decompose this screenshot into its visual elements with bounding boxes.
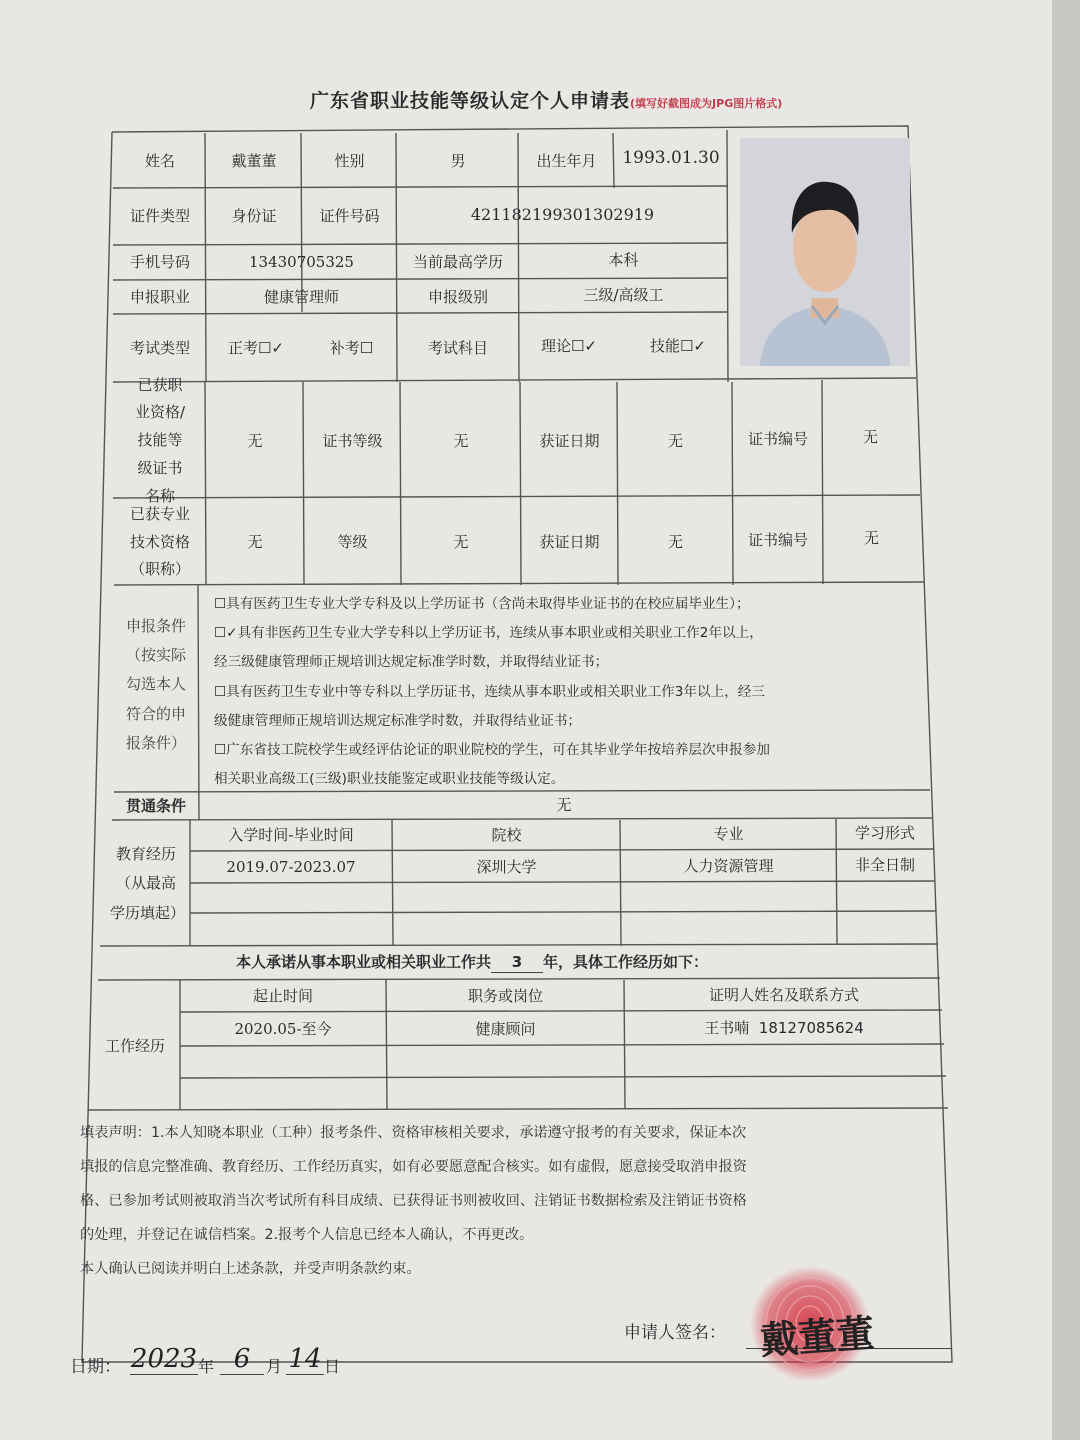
tech-date-value: 无 [667, 533, 683, 552]
tech-label: 已获专业技术资格（职称） [129, 504, 190, 579]
cert-no-label: 证书编号 [747, 429, 808, 448]
signature-label: 申请人签名： [624, 1323, 726, 1343]
condition-line: 经三级健康管理师正规培训达规定标准学时数，并取得结业证书； [214, 654, 609, 671]
edu-cell-mode: 非全日制 [854, 855, 915, 874]
edu-cell-major: 人力资源管理 [683, 856, 774, 875]
tech-no-label: 证书编号 [747, 531, 808, 550]
declaration-line: 本人确认已阅读并明白上述条款，并受声明条款约束。 [80, 1261, 421, 1277]
date-month-unit: 月 [266, 1357, 283, 1376]
person-photo-icon [740, 138, 910, 366]
tech-no-value: 无 [863, 529, 879, 548]
phone-value: 13430705325 [249, 253, 354, 272]
pledge-line: 本人承诺从事本职业或相关职业工作共 3 年，具体工作经历如下： [236, 952, 708, 973]
cert-grade-label: 证书等级 [322, 431, 383, 450]
examtype-label: 考试类型 [129, 338, 190, 357]
idno-value: 421182199301302919 [470, 205, 655, 224]
idno-label: 证件号码 [319, 207, 380, 226]
edu-header-school: 院校 [491, 826, 522, 845]
date-day-unit: 日 [324, 1357, 341, 1376]
through-value: 无 [556, 796, 572, 815]
level-label: 申报级别 [427, 287, 488, 306]
gender-label: 性别 [334, 151, 365, 170]
cert-no-value: 无 [862, 427, 878, 446]
date-month: 6 [220, 1344, 264, 1375]
date-label: 日期： [70, 1357, 121, 1377]
edu-header-mode: 学习形式 [854, 824, 915, 843]
title-note: (填写好截图成为JPG图片格式) [630, 97, 783, 110]
work-cell-witness: 王书喃 18127085624 [704, 1018, 864, 1037]
conditions-label: 申报条件（按实际勾选本人符合的申报条件） [125, 616, 186, 752]
edu-cell-school: 深圳大学 [476, 857, 537, 876]
date-year-unit: 年 [198, 1357, 215, 1376]
gender-value: 男 [450, 151, 466, 170]
tech-grade-value: 无 [453, 533, 469, 552]
work-header-time: 起止时间 [252, 986, 313, 1005]
condition-line: ☐✓具有非医药卫生专业大学专科以上学历证书，连续从事本职业或相关职业工作2年以上， [214, 625, 763, 642]
job-label: 申报职业 [129, 287, 190, 306]
cert-date-value: 无 [667, 431, 683, 450]
name-label: 姓名 [144, 151, 175, 170]
exam-makeup: 补考☐ [329, 338, 374, 357]
edu-cell-time: 2019.07-2023.07 [226, 857, 356, 876]
work-label: 工作经历 [104, 1036, 165, 1055]
condition-line: 相关职业高级工(三级)职业技能鉴定或职业技能等级认定。 [214, 771, 565, 788]
subject-label: 考试科目 [427, 338, 488, 357]
name-value: 戴董董 [231, 151, 277, 170]
date-day: 14 [286, 1344, 324, 1375]
work-cell-time: 2020.05-至今 [234, 1019, 332, 1038]
condition-line: 级健康管理师正规培训达规定标准学时数，并取得结业证书； [214, 712, 582, 729]
signature: 戴董董 [758, 1310, 876, 1363]
condition-line: ☐广东省技工院校学生或经评估论证的职业院校的学生，可在其毕业学年按培养层次申报参加 [214, 742, 770, 759]
edu-header-major: 专业 [713, 825, 744, 844]
exam-main: 正考☐✓ [227, 338, 285, 357]
phone-label: 手机号码 [129, 253, 190, 272]
work-header-witness: 证明人姓名及联系方式 [708, 985, 859, 1004]
edu-value: 本科 [608, 251, 639, 270]
cert-value: 无 [247, 431, 263, 450]
cert-label: 已获职业资格/技能等级证书名称 [134, 375, 186, 505]
idtype-value: 身份证 [231, 207, 277, 226]
work-header-post: 职务或岗位 [467, 986, 543, 1005]
tech-value: 无 [247, 533, 263, 552]
applicant-photo [740, 138, 910, 366]
edu-header-time: 入学时间-毕业时间 [228, 826, 354, 845]
declaration-line: 格、已参加考试则被取消当次考试所有科目成绩、已获得证书则被收回、注销证书数据检索及注销证书资格 [80, 1193, 747, 1209]
job-value: 健康管理师 [263, 287, 339, 306]
work-cell-post: 健康顾问 [475, 1019, 536, 1038]
background-edge [1052, 0, 1080, 1440]
date-year: 2023 [130, 1344, 198, 1374]
education-label: 教育经历（从最高学历填起） [110, 845, 186, 922]
tech-date-label: 获证日期 [539, 533, 600, 552]
tech-grade-label: 等级 [337, 533, 368, 552]
cert-date-label: 获证日期 [539, 431, 600, 450]
through-label: 贯通条件 [125, 796, 186, 815]
idtype-label: 证件类型 [129, 207, 190, 226]
birth-label: 出生年月 [536, 151, 597, 170]
subject-skill: 技能☐✓ [649, 336, 707, 355]
declaration-line: 的处理，并登记在诚信档案。2.报考个人信息已经本人确认，不再更改。 [80, 1227, 534, 1243]
edu-label: 当前最高学历 [412, 253, 503, 272]
conditions-list [214, 590, 924, 794]
cert-grade-value: 无 [453, 431, 469, 450]
condition-line: ☐具有医药卫生专业大学专科及以上学历证书（含尚未取得毕业证书的在校应届毕业生）； [214, 596, 750, 612]
declaration-line: 填报的信息完整准确、教育经历、工作经历真实，如有必要愿意配合核实。如有虚假，愿意接受取消申报资 [80, 1159, 747, 1175]
form-title: 广东省职业技能等级认定个人申请表(填写好截图成为JPG图片格式) [310, 90, 783, 112]
declaration-line: 填表声明：1.本人知晓本职业（工种）报考条件、资格审核相关要求，承诺遵守报考的有关要求，保证本次 [80, 1125, 747, 1141]
level-value: 三级/高级工 [583, 285, 664, 304]
subject-theory: 理论☐✓ [540, 336, 598, 355]
pledge-years: 3 [491, 952, 543, 973]
condition-line: ☐具有医药卫生专业中等专科以上学历证书，连续从事本职业或相关职业工作3年以上，经三 [214, 683, 765, 700]
birth-value: 1993.01.30 [622, 148, 720, 169]
